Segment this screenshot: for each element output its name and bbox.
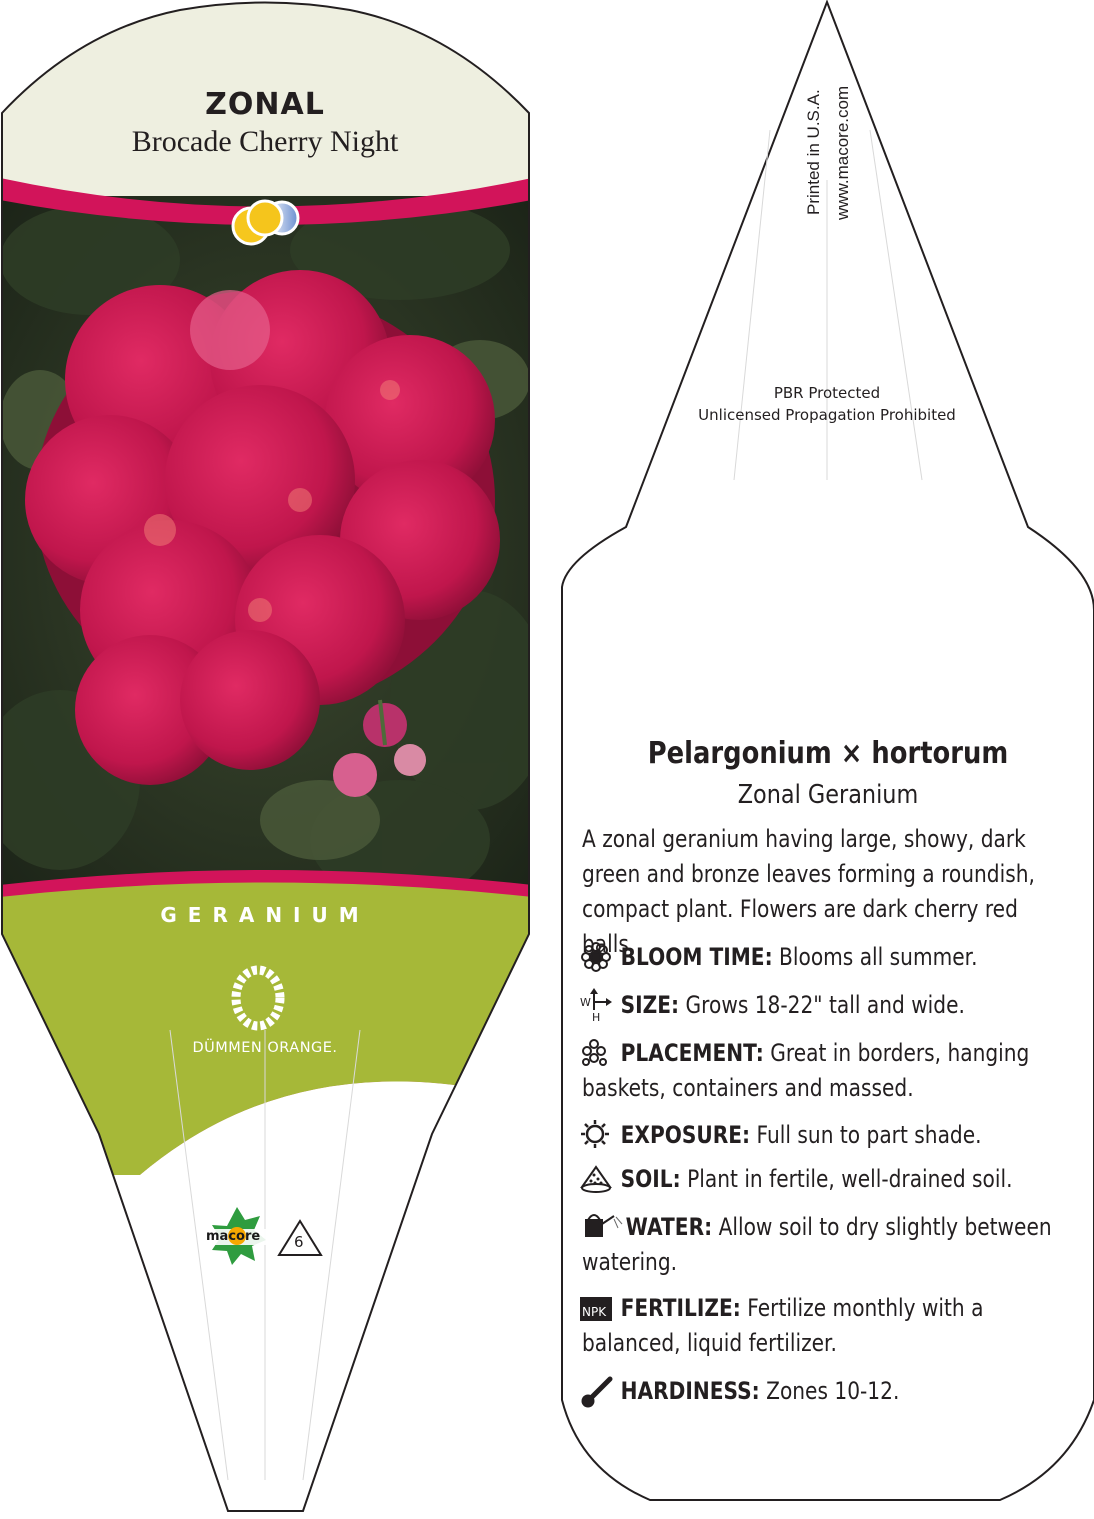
svg-text:W: W	[580, 996, 591, 1009]
macore-wordmark: macore	[206, 1229, 261, 1244]
botanical-name: Pelargonium × hortorum	[647, 736, 1009, 771]
breeder-name: DÜMMEN ORANGE.	[192, 1040, 338, 1056]
care-soil: SOIL: Plant in fertile, well-drained soil.	[620, 1165, 1013, 1193]
care-water: WATER: Allow soil to dry slightly between watering.	[582, 1213, 1052, 1276]
description: A zonal geranium having large, showy, dark green and bronze leaves forming a roundish, compact plant. Flowers are dark cherry red balls.	[582, 825, 1035, 958]
genus-label: GERANIUM	[160, 903, 370, 927]
svg-text:NPK: NPK	[582, 1305, 607, 1319]
svg-text:H: H	[592, 1011, 601, 1024]
care-fertilize: FERTILIZE: Fertilize monthly with a balanced, liquid fertilizer.	[582, 1294, 984, 1357]
printed-in-usa: Printed in U.S.A.	[804, 89, 823, 215]
common-name: Zonal Geranium	[737, 780, 919, 810]
care-exposure: EXPOSURE: Full sun to part shade.	[620, 1121, 982, 1149]
pbr-unlicensed: Unlicensed Propagation Prohibited	[698, 406, 956, 424]
website: www.macore.com	[833, 85, 852, 220]
care-bloom: BLOOM TIME: Blooms all summer.	[620, 943, 978, 971]
care-placement: PLACEMENT: Great in borders, hanging baskets, containers and massed.	[582, 1039, 1030, 1102]
cultivar-name: Brocade Cherry Night	[131, 125, 399, 158]
pbr-protected: PBR Protected	[773, 384, 881, 402]
recycle-code: 6	[294, 1233, 304, 1251]
care-size: SIZE: Grows 18-22" tall and wide.	[620, 991, 965, 1019]
series-name: ZONAL	[205, 87, 325, 122]
care-hardiness: HARDINESS: Zones 10-12.	[620, 1377, 900, 1405]
